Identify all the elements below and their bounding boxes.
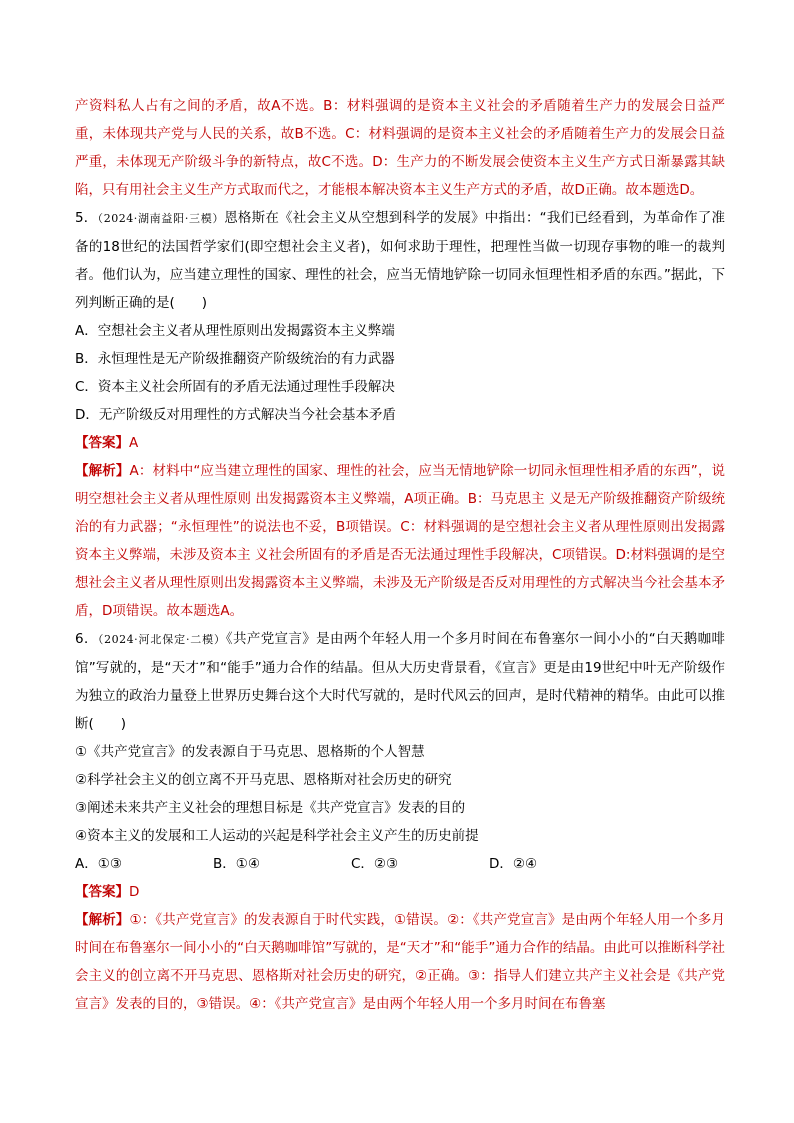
question-source: （2024·河北保定·二模）: [97, 633, 226, 646]
analysis-text: ①：《共产党宣言》的发表源自于时代实践，①错误。②：《共产党宣言》是由两个年轻人用一个多月时间在布鲁塞尔一间小小的“白天鹅咖啡馆”写就的，是“天才”和“能手”通力合作的结晶。由此可以推断科学社会主义的创立离不开马克思、恩格斯对社会历史的研究，②正确。③：指导人们建立共产主义社会是《共产党宣言》发表的目的，③错误。④：《共产党宣言》是由两个年轻人用一个多月时间在布鲁塞: [75, 912, 725, 1012]
statement-3: ③阐述未来共产主义社会的理想目标是《共产党宣言》发表的目的: [75, 800, 466, 816]
question-5-analysis: [75, 457, 725, 625]
answer-label: 【答案】: [75, 435, 129, 451]
question-source: （2024·湖南益阳·三模）: [97, 212, 225, 225]
analysis-label: 【解析】: [75, 463, 130, 479]
option-d: D．无产阶级反对用理性的方式解决当今社会基本矛盾: [75, 407, 396, 423]
document-page: [75, 92, 725, 1018]
choice-c: C．②③: [351, 856, 399, 872]
question-6-stem: [75, 625, 725, 738]
question-number: 5．: [75, 210, 98, 226]
analysis-text: A：材料中“应当建立理性的国家、理性的社会，应当无情地铲除一切同永恒理性相矛盾的东西”，说明空想社会主义者从理性原则 出发揭露资本主义弊端，A项正确。B：马克思主 义是无产阶级推翻资产阶级统治的有力武器；“永恒理性”的说法也不妥，B项错误。C：材料强调的是空想社会主义者从理性原则出发揭露资本主义弊端，未涉及资本主 义社会所固有的矛盾是否无法通过理性手段解决，C项错误。D:材料强调的是空想社会主义者从理性原则出发揭露资本主义弊端，未涉及无产阶级是否反对用理性的方式解决当今社会基本矛盾，D项错误。故本题选A。: [75, 463, 725, 619]
choice-d: D．②④: [489, 856, 538, 872]
statement-1: ①《共产党宣言》的发表源自于马克思、恩格斯的个人智慧: [75, 744, 425, 760]
option-b: B．永恒理性是无产阶级推翻资产阶级统治的有力武器: [75, 351, 395, 367]
statement-4: ④资本主义的发展和工人运动的兴起是科学社会主义产生的历史前提: [75, 828, 479, 844]
analysis-label: 【解析】: [75, 912, 130, 928]
question-text: 恩格斯在《社会主义从空想到科学的发展》中指出：“我们已经看到，为革命作了准备的18世纪的法国哲学家们(即空想社会主义者)，如何求助于理性，把理性当做一切现存事物的唯一的裁判者。他们认为，应当建立理性的国家、理性的社会，应当无情地铲除一切同永恒理性相矛盾的东西。”据此，下列判断正确的是( ): [75, 210, 725, 311]
carry-over-analysis: 产资料私人占有之间的矛盾，故A不选。B：材料强调的是资本主义社会的矛盾随着生产力的发展会日益严重，未体现共产党与人民的关系，故B不选。C：材料强调的是资本主义社会的矛盾随着生产力的发展会日益严重，未体现无产阶级斗争的新特点，故C不选。D：生产力的不断发展会使资本主义生产方式日渐暴露其缺陷，只有用社会主义生产方式取而代之，才能根本解决资本主义生产方式的矛盾，故D正确。故本题选D。: [75, 98, 725, 198]
choice-b: B．①④: [213, 856, 260, 872]
answer-label: 【答案】: [75, 884, 129, 900]
answer-value: D: [129, 884, 140, 900]
question-text: 《共产党宣言》是由两个年轻人用一个多月时间在布鲁塞尔一间小小的“白天鹅咖啡馆”写就的，是“天才”和“能手”通力合作的结晶。但从大历史背景看，《宣言》更是由19世纪中叶无产阶级作为独立的政治力量登上世界历史舞台这个大时代写就的，是时代风云的回声，是时代精神的精华。由此可以推断( ): [75, 631, 725, 732]
question-6-answer: [75, 878, 725, 906]
choice-a: A．①③: [75, 856, 122, 872]
option-a: A．空想社会主义者从理性原则出发揭露资本主义弊端: [75, 323, 395, 339]
statement-2: ②科学社会主义的创立离不开马克思、恩格斯对社会历史的研究: [75, 772, 452, 788]
choice-row: [75, 850, 725, 878]
question-number: 6．: [75, 631, 98, 647]
answer-value: A: [129, 435, 139, 451]
question-5-answer: [75, 429, 725, 457]
option-c: C．资本主义社会所固有的矛盾无法通过理性手段解决: [75, 379, 395, 395]
question-5-stem: [75, 204, 725, 317]
question-6-analysis: [75, 906, 725, 1018]
